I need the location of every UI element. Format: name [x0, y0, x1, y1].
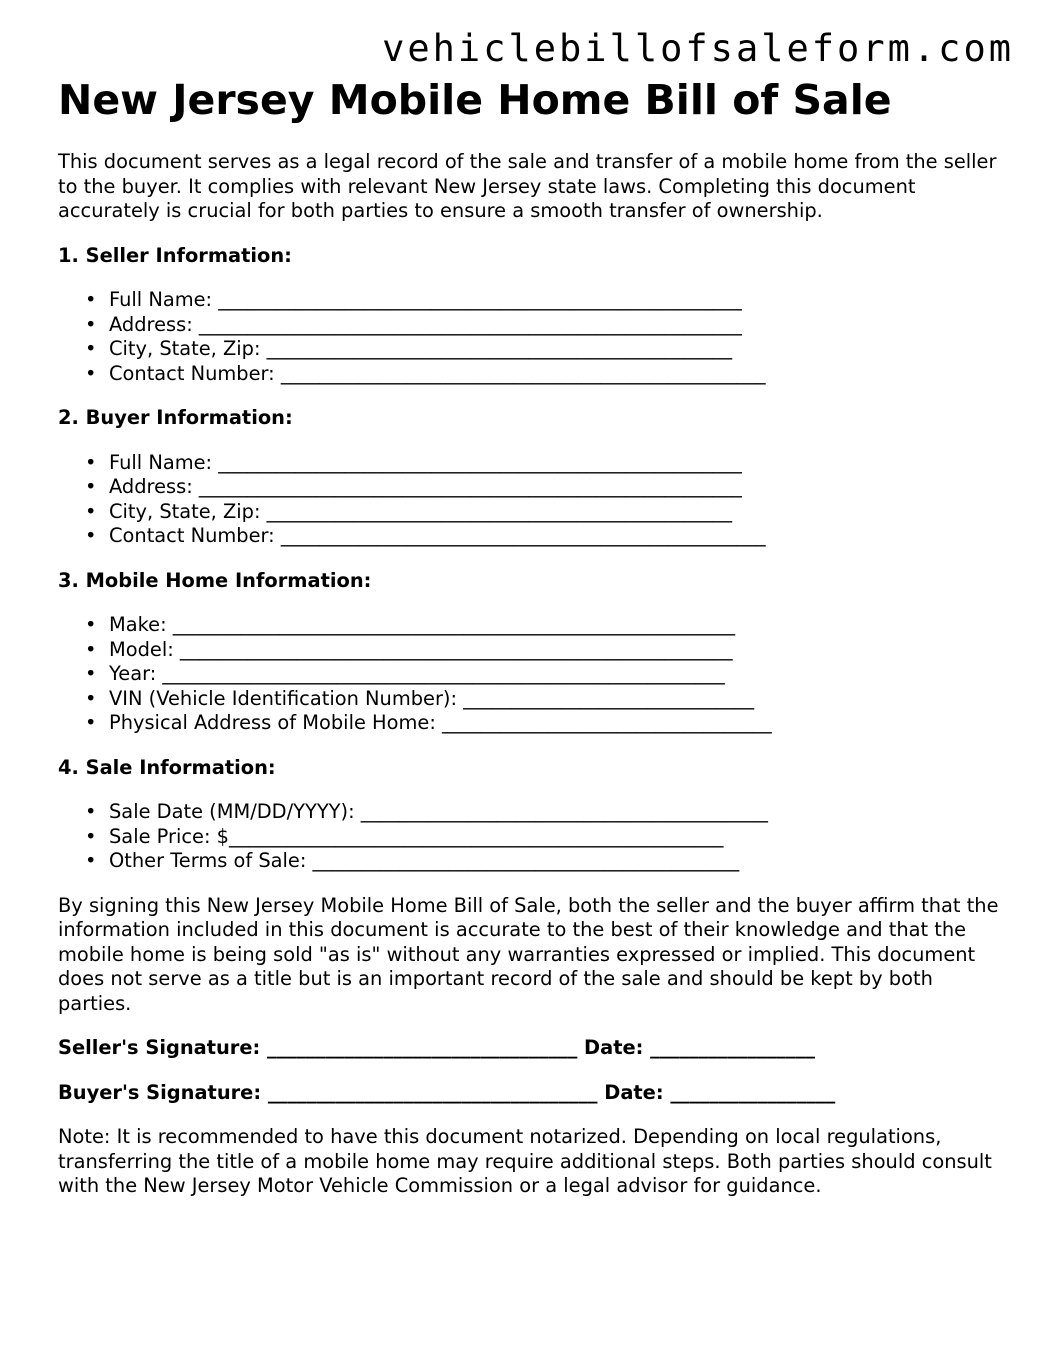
seller-city-state-zip-field: • City, State, Zip: ________________________________________________: [109, 337, 1008, 362]
document-body: [58, 72, 1008, 1199]
notarization-note: Note: It is recommended to have this document notarized. Depending on local regulations, transferring the title of a mobile home may require additional steps. Both parties should consult with the New Jersey Motor Vehicle Commission or a legal advisor for guidance.: [58, 1125, 992, 1197]
buyer-info-heading: 2. Buyer Information:: [58, 406, 293, 429]
physical-address-field: • Physical Address of Mobile Home: __________________________________: [109, 711, 1008, 736]
make-field: • Make: __________________________________________________________: [109, 613, 1008, 638]
buyer-signature-line: Buyer's Signature: __________________________________ Date: _________________: [58, 1080, 836, 1104]
affirmation-paragraph: By signing this New Jersey Mobile Home Bill of Sale, both the seller and the buyer affirm that the information included in this document is accurate to the best of their knowledge and that the mobile home is being sold "as is" without any warranties expressed or implied. This document does not serve as a title but is an important record of the sale and should be kept by both parties.: [58, 893, 999, 1015]
mobile-home-info-list: [58, 613, 1008, 736]
vin-field: • VIN (Vehicle Identification Number): ______________________________: [109, 687, 1008, 712]
buyer-info-list: [58, 451, 1008, 549]
seller-info-list: [58, 288, 1008, 386]
seller-full-name-field: • Full Name: ______________________________________________________: [109, 288, 1008, 313]
other-terms-field: • Other Terms of Sale: ____________________________________________: [109, 849, 1008, 874]
model-field: • Model: _________________________________________________________: [109, 638, 1008, 663]
sale-price-field: • Sale Price: $___________________________________________________: [109, 825, 1008, 850]
seller-contact-number-field: • Contact Number: __________________________________________________: [109, 362, 1008, 387]
buyer-contact-number-field: • Contact Number: __________________________________________________: [109, 524, 1008, 549]
buyer-full-name-field: • Full Name: ______________________________________________________: [109, 451, 1008, 476]
year-field: • Year: __________________________________________________________: [109, 662, 1008, 687]
sale-date-field: • Sale Date (MM/DD/YYYY): __________________________________________: [109, 800, 1008, 825]
site-watermark: vehiclebillofsaleform.com: [382, 27, 1014, 70]
sale-info-heading: 4. Sale Information:: [58, 755, 276, 779]
buyer-address-field: • Address: ________________________________________________________: [109, 475, 1008, 500]
mobile-home-info-heading: 3. Mobile Home Information:: [58, 568, 372, 592]
seller-address-field: • Address: ________________________________________________________: [109, 313, 1008, 338]
intro-paragraph: This document serves as a legal record of the sale and transfer of a mobile home from the seller to the buyer. It complies with relevant New Jersey state laws. Completing this document accurately is crucial for both parties to ensure a smooth transfer of ownership.: [58, 150, 997, 222]
document-title: New Jersey Mobile Home Bill of Sale: [58, 76, 892, 124]
seller-info-heading: 1. Seller Information:: [58, 243, 292, 267]
seller-signature-line: Seller's Signature: ________________________________ Date: _________________: [58, 1036, 815, 1059]
sale-info-list: [58, 800, 1008, 874]
buyer-city-state-zip-field: • City, State, Zip: ________________________________________________: [109, 500, 1008, 525]
